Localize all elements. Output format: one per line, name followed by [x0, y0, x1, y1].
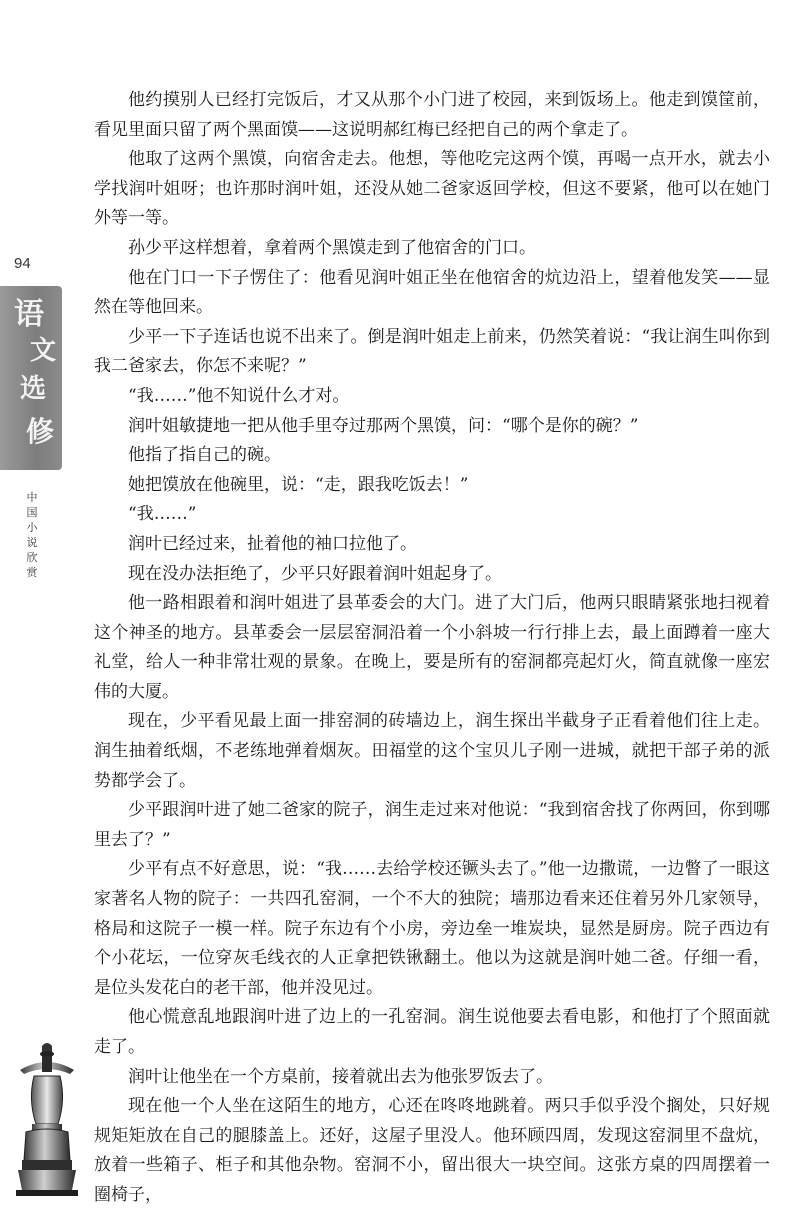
paragraph: “我……”他不知说什么才对。: [128, 385, 350, 406]
side-tab-char: 语: [14, 297, 44, 332]
side-tab-char: 文: [30, 336, 57, 366]
paragraph: 润叶姐敏捷地一把从他手里夺过那两个黑馍，问：“哪个是你的碗？”: [128, 415, 639, 436]
paragraph: 他取了这两个黑馍，向宿舍走去。他想，等他吃完这两个馍，再喝一点开水，就去小学找润叶姐呀；也许那时润叶姐，还没从她二爸家返回学校，但这不要紧，他可以在她门外等一等。: [94, 149, 770, 229]
paragraph: 润叶已经过来，扯着他的袖口拉他了。: [128, 533, 417, 554]
paragraph: 他指了指自己的碗。: [128, 445, 281, 466]
paragraph: 他约摸别人已经打完饭后，才又从那个小门进了校园，来到饭场上。他走到馍筐前，看见里面只留了两个黑面馍——这说明郝红梅已经把自己的两个拿走了。: [94, 90, 770, 140]
paragraph: 他心慌意乱地跟润叶进了边上的一孔窑洞。润生说他要去看电影，和他打了个照面就走了。: [94, 1007, 770, 1057]
page-number: 94: [14, 255, 31, 272]
side-tab: [0, 286, 62, 470]
paragraph: 他一路相跟着和润叶姐进了县革委会的大门。进了大门后，他两只眼睛紧张地扫视着这个神圣的地方。县革委会一层层窑洞沿着一个小斜坡一行行排上去，最上面蹲着一座大礼堂，给人一种非常壮观的景象。在晚上，要是所有的窑洞都亮起灯火，简直就像一座宏伟的大厦。: [94, 593, 770, 702]
side-tab-char: 选: [20, 374, 47, 404]
article-body: [94, 86, 770, 1205]
side-book-title: 中国小说欣赏: [26, 491, 38, 579]
paragraph: 现在他一个人坐在这陌生的地方，心还在咚咚地跳着。两只手似乎没个搁处，只好规规矩矩放在自己的腿膝盖上。还好，这屋子里没人。他环顾四周，发现这窑洞里不盘炕，放着一些箱子、柜子和其他杂物。窑洞不小，留出很大一块空间。这张方桌的四周摆着一圈椅子，: [94, 1096, 770, 1205]
paragraph: “我……”: [128, 504, 197, 525]
paragraph: 孙少平这样想着，拿着两个黑馍走到了他宿舍的门口。: [128, 237, 536, 258]
paragraph: 少平跟润叶进了她二爸家的院子，润生走过来对他说：“我到宿舍找了你两回，你到哪里去了？”: [94, 800, 770, 850]
paragraph: 少平有点不好意思，说：“我……去给学校还镢头去了。”他一边撒谎，一边瞥了一眼这家著名人物的院子：一共四孔窑洞，一个不大的独院；墙那边看来还住着另外几家领导，格局和这院子一模一样。院子东边有个小房，旁边垒一堆炭块，显然是厨房。院子西边有个小花坛，一位穿灰毛线衣的人正拿把铁锹翻土。他以为这就是润叶她二爸。仔细一看，是位头发花白的老干部，他并没见过。: [94, 859, 770, 998]
paragraph: 现在没办法拒绝了，少平只好跟着润叶姐起身了。: [128, 563, 502, 584]
oil-lamp-icon: [12, 1040, 82, 1200]
paragraph: 润叶让他坐在一个方桌前，接着就出去为他张罗饭去了。: [128, 1066, 553, 1087]
paragraph: 他在门口一下子愣住了：他看见润叶姐正坐在他宿舍的炕边沿上，望着他发笑——显然在等他回来。: [94, 267, 770, 318]
side-tab-char: 修: [26, 415, 55, 448]
paragraph: 她把馍放在他碗里，说：“走，跟我吃饭去！”: [128, 474, 469, 495]
paragraph: 少平一下子连话也说不出来了。倒是润叶姐走上前来，仍然笑着说：“我让润生叫你到我二爸家去，你怎不来呢？”: [94, 326, 770, 377]
paragraph: 现在，少平看见最上面一排窑洞的砖墙边上，润生探出半截身子正看着他们往上走。润生抽着纸烟，不老练地弹着烟灰。田福堂的这个宝贝儿子刚一进城，就把干部子弟的派势都学会了。: [94, 711, 770, 791]
